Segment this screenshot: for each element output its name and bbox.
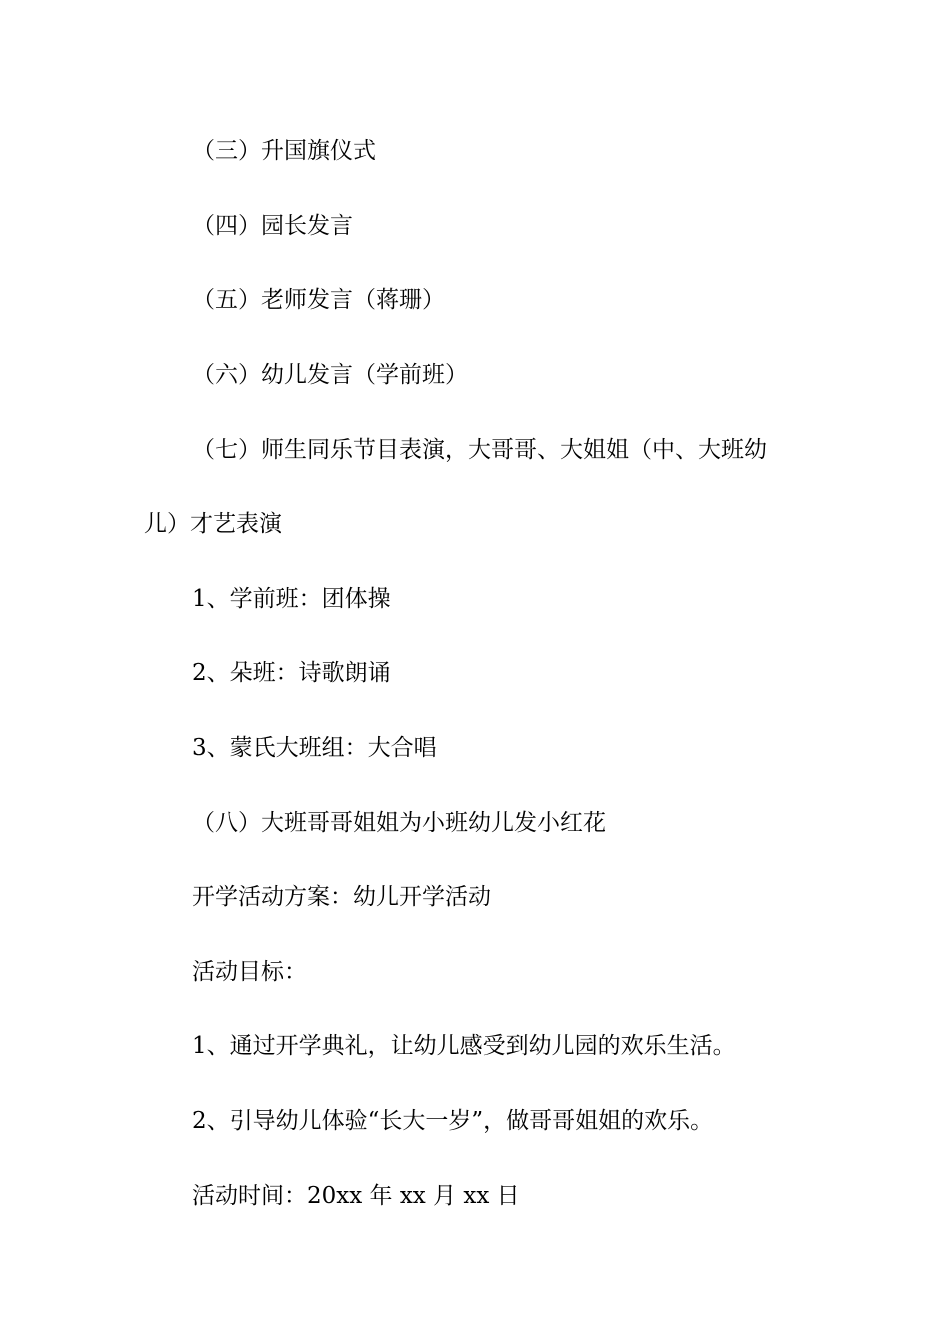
section-red-flowers: （八）大班哥哥姐姐为小班幼儿发小红花 (192, 810, 606, 836)
goal-item-2: 2、引导幼儿体验“长大一岁”，做哥哥姐姐的欢乐。 (192, 1108, 714, 1134)
section-teacher-speech: （五）老师发言（蒋珊） (192, 287, 445, 313)
plan-heading: 开学活动方案：幼儿开学活动 (192, 884, 491, 910)
performance-item-3: 3、蒙氏大班组：大合唱 (192, 735, 437, 761)
activity-time: 活动时间：20xx 年 xx 月 xx 日 (192, 1183, 520, 1209)
goals-heading: 活动目标： (192, 959, 307, 985)
performance-item-2: 2、朵班：诗歌朗诵 (192, 660, 391, 686)
performance-item-1: 1、学前班：团体操 (192, 586, 391, 612)
section-performance: （七）师生同乐节目表演，大哥哥、大姐姐（中、大班幼 (192, 437, 767, 463)
section-flag-raising: （三）升国旗仪式 (192, 138, 376, 164)
section-director-speech: （四）园长发言 (192, 213, 353, 239)
section-performance-continued: 儿）才艺表演 (144, 511, 282, 537)
goal-item-1: 1、通过开学典礼，让幼儿感受到幼儿园的欢乐生活。 (192, 1033, 736, 1059)
section-child-speech: （六）幼儿发言（学前班） (192, 362, 468, 388)
